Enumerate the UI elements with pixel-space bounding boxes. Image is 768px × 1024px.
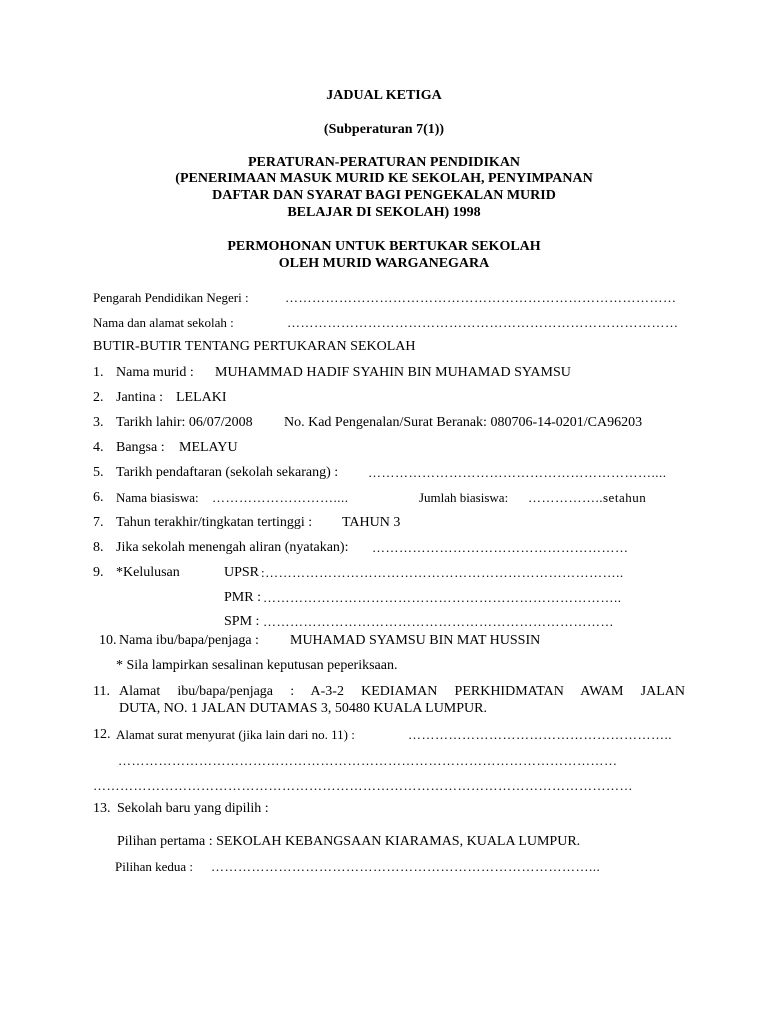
second-choice-label: Pilihan kedua : [115,859,193,874]
subregulation-heading: (Subperaturan 7(1)) [323,122,445,137]
item-4-label: Bangsa : [116,440,165,455]
mailing-address-dots-1: ………………………………………………….. [408,727,672,742]
item-12-number: 12. [93,727,111,742]
item-6-number: 6. [93,490,104,505]
regulation-title-line-1: PERATURAN-PERATURAN PENDIDIKAN [247,155,521,170]
item-13-label: Sekolah baru yang dipilih : [117,801,269,816]
section-title: BUTIR-BUTIR TENTANG PERTUKARAN SEKOLAH [93,339,416,354]
item-5-label: Tarikh pendaftaran (sekolah sekarang) : [116,465,339,480]
pmr-label: PMR : [224,590,261,605]
item-8-number: 8. [93,540,104,555]
item-3-number: 3. [93,415,104,430]
regulation-title-line-3: DAFTAR DAN SYARAT BAGI PENGEKALAN MURID [212,188,556,203]
mailing-address-dots-3: ………………………………………………………………………………………………………… [93,778,633,793]
race-value: MELAYU [179,440,238,455]
item-12-label: Alamat surat menyurat (jika lain dari no. 11) : [116,727,355,742]
item-9-label: *Kelulusan [116,565,180,580]
item-13-number: 13. [93,801,111,816]
item-2-label: Jantina : [116,390,164,405]
item-8-label: Jika sekolah menengah aliran (nyatakan): [116,540,349,555]
first-choice-school: Pilihan pertama : SEKOLAH KEBANGSAAN KIARAMAS, KUALA LUMPUR. [117,834,581,849]
ic-birth-cert-number: No. Kad Pengenalan/Surat Beranak: 080706-14-0201/CA96203 [284,415,643,430]
upsr-dots: :…………………………………………………………………….. [261,565,624,580]
item-1-label: Nama murid : [116,365,194,380]
schedule-heading: JADUAL KETIGA [326,88,442,103]
guardian-address-line-1: Alamat ibu/bapa/penjaga : A-3-2 KEDIAMAN PERKHIDMATAN AWAM JALAN [119,684,685,699]
item-2-number: 2. [93,390,104,405]
exam-results-note: * Sila lampirkan sesalinan keputusan peperiksaan. [116,658,398,673]
secondary-stream-dots: ………………………………………………… [372,540,629,555]
regulation-title-line-4: BELAJAR DI SEKOLAH) 1998 [287,205,481,220]
gender-value: LELAKI [176,390,227,405]
item-6-label: Nama biasiswa: [116,490,199,505]
spm-label: SPM : [224,614,260,629]
birth-date: Tarikh lahir: 06/07/2008 [116,415,253,430]
form-title-line-1: PERMOHONAN UNTUK BERTUKAR SEKOLAH [227,239,541,254]
form-title-line-2: OLEH MURID WARGANEGARA [278,256,490,271]
regulation-title-line-2: (PENERIMAAN MASUK MURID KE SEKOLAH, PENYIMPANAN [175,171,593,186]
item-10-label: Nama ibu/bapa/penjaga : [119,633,259,648]
state-director-label: Pengarah Pendidikan Negeri : [93,290,249,305]
item-1-number: 1. [93,365,104,380]
item-7-label: Tahun terakhir/tingkatan tertinggi : [116,515,313,530]
registration-date-dots: ……………………………………………………….... [368,465,667,480]
last-year-value: TAHUN 3 [342,515,401,530]
guardian-name-value: MUHAMAD SYAMSU BIN MAT HUSSIN [290,633,541,648]
item-9-number: 9. [93,565,104,580]
item-7-number: 7. [93,515,104,530]
scholarship-amount-label: Jumlah biasiswa: [419,490,509,505]
state-director-dots: …………………………………………………………………………… [285,290,677,305]
item-4-number: 4. [93,440,104,455]
scholarship-amount-dots: ……………..setahun [528,490,647,505]
item-11-number: 11. [93,684,110,699]
mailing-address-dots-2: ………………………………………………………………………………………………… [118,753,618,768]
student-name-value: MUHAMMAD HADIF SYAHIN BIN MUHAMAD SYAMSU [215,365,571,380]
item-10-number: 10. [99,633,117,648]
pmr-dots: …………………………………………………………………….. [263,590,622,605]
item-5-number: 5. [93,465,104,480]
school-name-address-label: Nama dan alamat sekolah : [93,315,234,330]
spm-dots: …………………………………………………………………… [263,614,614,629]
scholarship-name-dots: ……………………….... [212,490,349,505]
upsr-label: UPSR [224,565,260,580]
school-name-address-dots: …………………………………………………………………………… [287,315,679,330]
second-choice-dots: …………………………………………………………………………... [211,859,601,874]
guardian-address-line-2: DUTA, NO. 1 JALAN DUTAMAS 3, 50480 KUALA LUMPUR. [119,701,487,716]
